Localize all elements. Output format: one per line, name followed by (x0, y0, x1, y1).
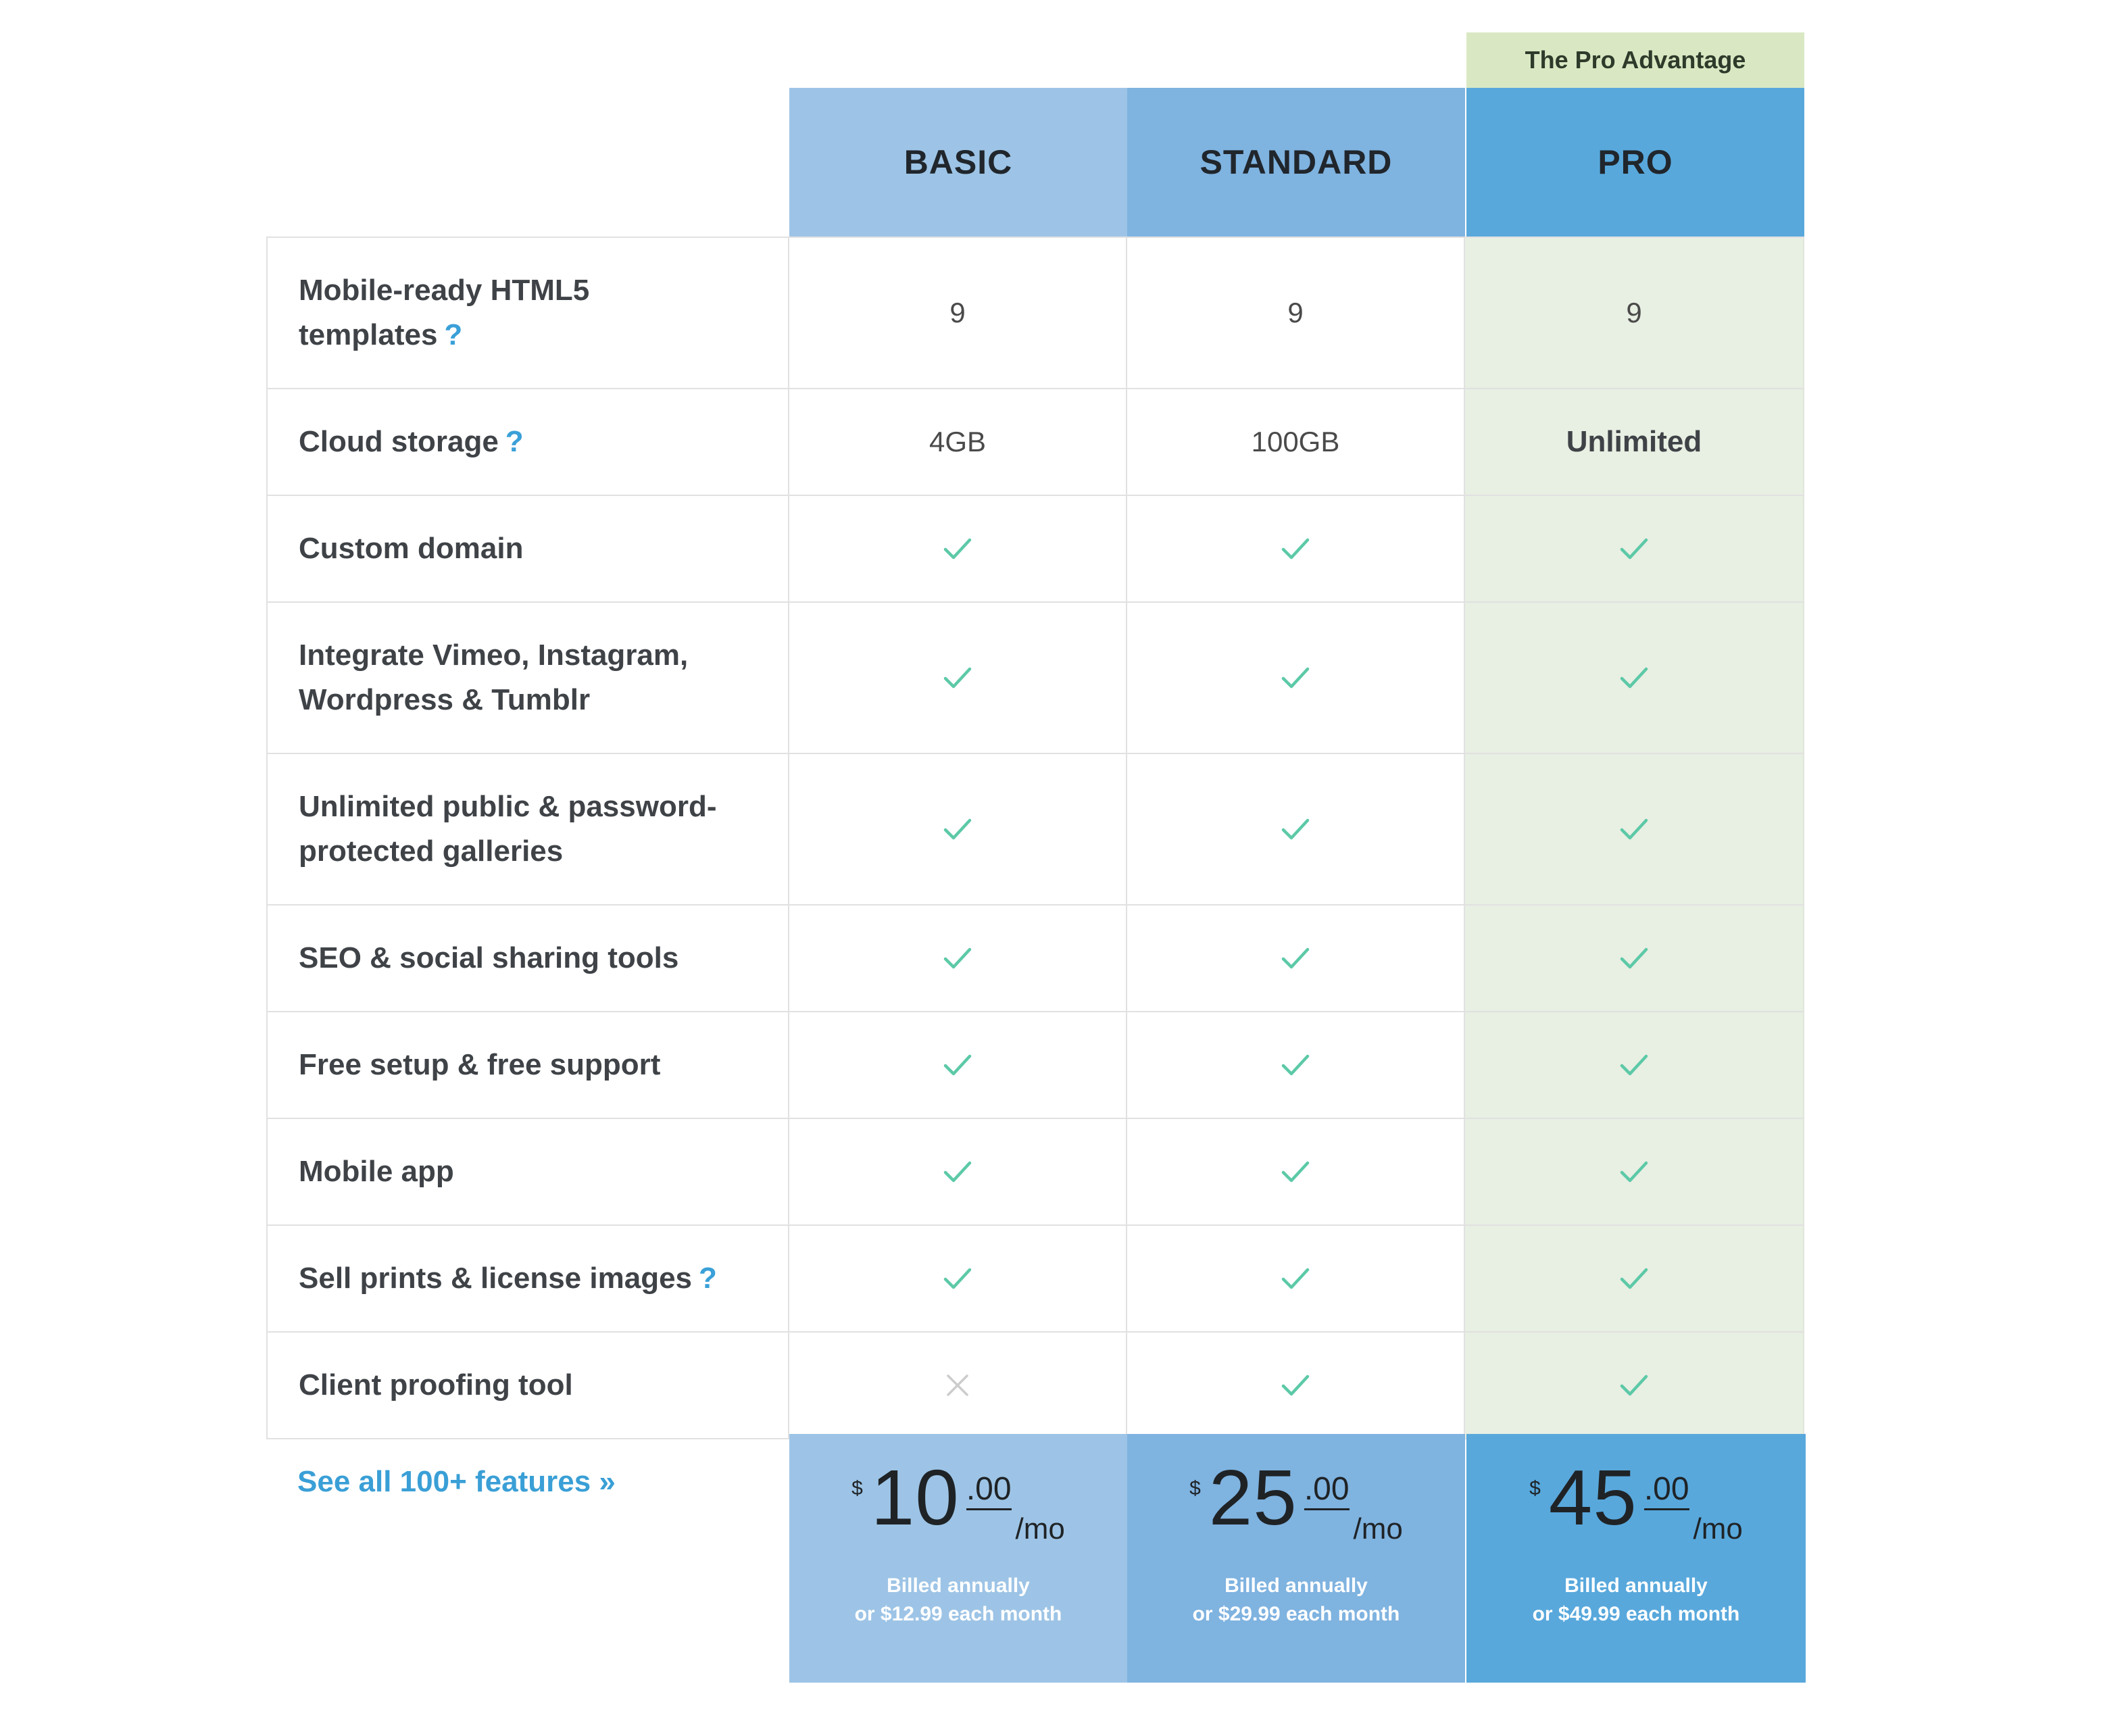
check-icon (1618, 1049, 1650, 1081)
feature-label-text: Unlimited public & password-protected galleries (299, 790, 717, 868)
feature-label (266, 906, 789, 1011)
standard-value (1127, 1226, 1465, 1331)
feature-row (266, 1226, 1804, 1333)
value-text: 4GB (929, 426, 987, 457)
basic-value (789, 1119, 1127, 1224)
billing-note (789, 1572, 1127, 1629)
check-icon (941, 813, 974, 845)
feature-row (266, 237, 1804, 389)
check-icon (941, 1049, 974, 1081)
plan-header-pro (1466, 88, 1804, 237)
feature-label (266, 389, 789, 495)
check-icon (1279, 1049, 1312, 1081)
check-icon (1618, 1156, 1650, 1188)
feature-label-text: Free setup & free support (299, 1048, 661, 1081)
price-period: /mo (1353, 1512, 1403, 1545)
pro-value (1465, 238, 1804, 388)
billing-monthly: or $12.99 each month (854, 1603, 1062, 1625)
check-icon (1279, 1369, 1312, 1402)
feature-label-text: Mobile app (299, 1155, 454, 1188)
feature-label-text: Client proofing tool (299, 1368, 573, 1402)
standard-value (1127, 1333, 1465, 1438)
feature-label (266, 1119, 789, 1224)
price-period: /mo (1015, 1512, 1065, 1545)
standard-value (1127, 754, 1465, 904)
check-icon (1279, 942, 1312, 974)
check-icon (1618, 532, 1650, 565)
feature-row (266, 389, 1804, 496)
pro-value (1465, 754, 1804, 904)
see-all-features-link[interactable]: See all 100+ features » (297, 1465, 616, 1498)
feature-label (266, 1226, 789, 1331)
plan-name-standard: STANDARD (1199, 143, 1393, 181)
standard-value (1127, 1012, 1465, 1118)
basic-value (789, 1012, 1127, 1118)
price-box-basic[interactable] (789, 1434, 1127, 1683)
feature-row (266, 1333, 1804, 1439)
feature-label-text: Mobile-ready HTML5 templates (299, 274, 590, 351)
check-icon (1279, 532, 1312, 565)
cross-icon (941, 1369, 974, 1402)
feature-label-text: Cloud storage (299, 425, 499, 458)
plan-header-basic (789, 88, 1127, 237)
value-text: 9 (949, 297, 966, 328)
feature-label-text: SEO & social sharing tools (299, 941, 679, 974)
help-icon[interactable]: ? (444, 318, 463, 351)
price-period: /mo (1693, 1512, 1743, 1545)
pro-value (1465, 906, 1804, 1011)
pro-value (1465, 1119, 1804, 1224)
feature-label (266, 238, 789, 388)
feature-row (266, 1119, 1804, 1226)
check-icon (1279, 813, 1312, 845)
feature-label-text: Integrate Vimeo, Instagram, Wordpress & Tumblr (299, 639, 689, 716)
price-box-standard[interactable] (1127, 1434, 1465, 1683)
value-text: 100GB (1251, 426, 1340, 457)
check-icon (1618, 1262, 1650, 1295)
value-text: 9 (1626, 297, 1642, 328)
price-amount: 25 (1208, 1454, 1297, 1541)
check-icon (1618, 662, 1650, 694)
pro-value (1465, 1333, 1804, 1438)
help-icon[interactable]: ? (505, 425, 524, 458)
standard-value (1127, 389, 1465, 495)
billing-annual: Billed annually (1564, 1574, 1708, 1597)
check-icon (1618, 813, 1650, 845)
feature-comparison-table (266, 237, 1804, 1439)
basic-value (789, 389, 1127, 495)
check-icon (941, 662, 974, 694)
check-icon (941, 1156, 974, 1188)
basic-value (789, 603, 1127, 753)
basic-value (789, 1333, 1127, 1438)
feature-label (266, 496, 789, 601)
check-icon (941, 532, 974, 565)
check-icon (1618, 1369, 1650, 1402)
standard-value (1127, 238, 1465, 388)
value-text: 9 (1287, 297, 1304, 328)
basic-value (789, 238, 1127, 388)
feature-label-text: Custom domain (299, 532, 524, 565)
check-icon (941, 1262, 974, 1295)
pro-value (1465, 496, 1804, 601)
billing-note (1127, 1572, 1465, 1629)
plan-header-standard (1127, 88, 1465, 237)
basic-value (789, 1226, 1127, 1331)
feature-row (266, 496, 1804, 603)
feature-row (266, 754, 1804, 906)
feature-label (266, 1012, 789, 1118)
standard-value (1127, 906, 1465, 1011)
standard-value (1127, 496, 1465, 601)
price-cents: .00 (1304, 1473, 1350, 1510)
feature-label (266, 754, 789, 904)
price (1466, 1454, 1806, 1546)
pro-value (1465, 1226, 1804, 1331)
price (1127, 1454, 1465, 1546)
feature-label (266, 603, 789, 753)
price-amount: 45 (1548, 1454, 1637, 1541)
check-icon (1279, 1262, 1312, 1295)
check-icon (1279, 1156, 1312, 1188)
plan-name-basic: BASIC (904, 143, 1013, 181)
price-box-pro[interactable] (1466, 1434, 1806, 1683)
billing-annual: Billed annually (1224, 1574, 1368, 1597)
help-icon[interactable]: ? (699, 1262, 717, 1295)
standard-value (1127, 1119, 1465, 1224)
billing-annual: Billed annually (887, 1574, 1030, 1597)
currency-symbol: $ (851, 1477, 863, 1499)
billing-note (1466, 1572, 1806, 1629)
feature-row (266, 1012, 1804, 1119)
pro-value (1465, 603, 1804, 753)
pro-advantage-badge: The Pro Advantage (1466, 32, 1804, 88)
basic-value (789, 496, 1127, 601)
check-icon (941, 942, 974, 974)
pro-value (1465, 1012, 1804, 1118)
price-amount: 10 (870, 1454, 960, 1541)
price (789, 1454, 1127, 1546)
price-cents: .00 (1644, 1473, 1689, 1510)
check-icon (1279, 662, 1312, 694)
value-text: Unlimited (1566, 425, 1702, 458)
currency-symbol: $ (1189, 1477, 1201, 1499)
currency-symbol: $ (1529, 1477, 1541, 1499)
feature-row (266, 906, 1804, 1012)
plan-name-pro: PRO (1598, 143, 1673, 181)
billing-monthly: or $29.99 each month (1192, 1603, 1400, 1625)
basic-value (789, 906, 1127, 1011)
billing-monthly: or $49.99 each month (1532, 1603, 1740, 1625)
feature-label-text: Sell prints & license images (299, 1262, 693, 1295)
pro-value (1465, 389, 1804, 495)
check-icon (1618, 942, 1650, 974)
price-cents: .00 (966, 1473, 1012, 1510)
feature-row (266, 603, 1804, 754)
standard-value (1127, 603, 1465, 753)
basic-value (789, 754, 1127, 904)
feature-label (266, 1333, 789, 1438)
